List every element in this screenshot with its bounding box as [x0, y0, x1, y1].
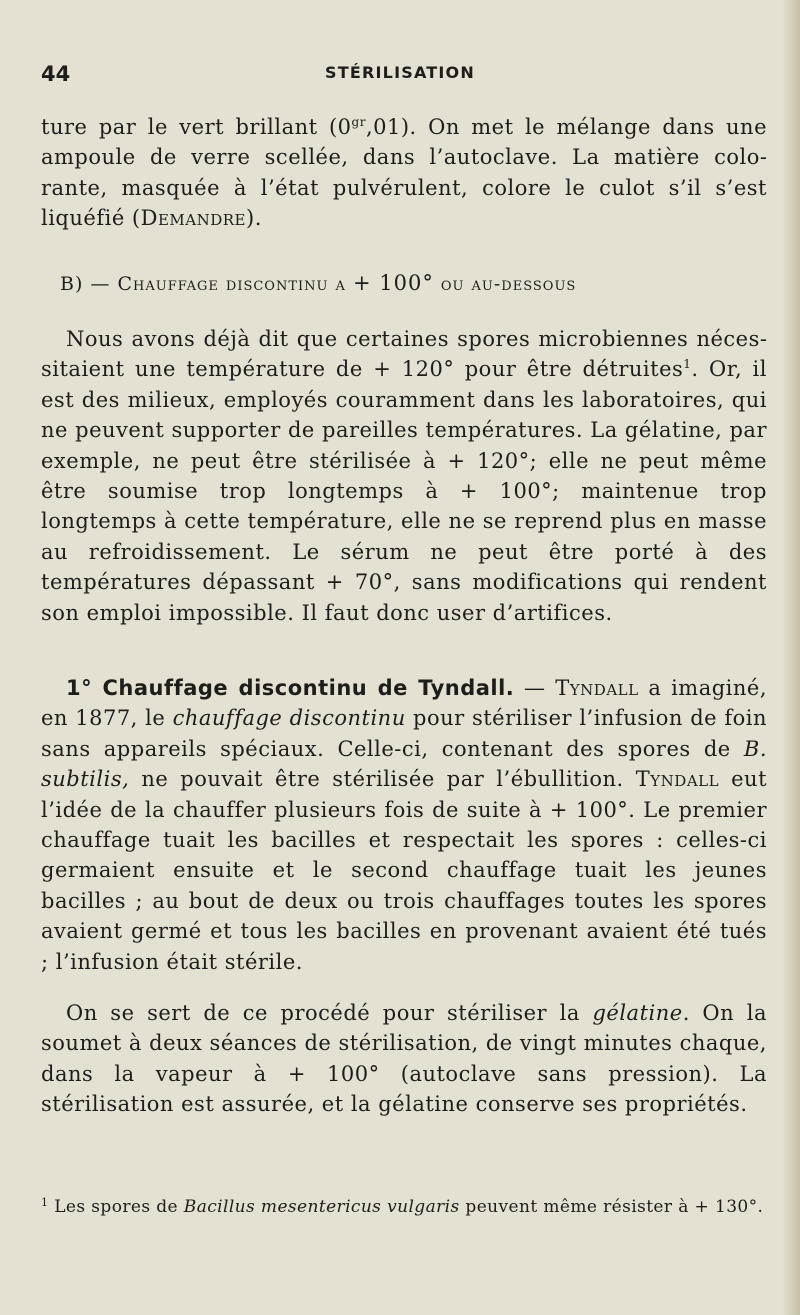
paragraph-spores: Nous avons déjà dit que certaines spores microbiennes nécessitaient une température de + 120° pour être détruites$^1$. Or, il est des milieux, employés couramment dans les laboratoires, qui ne peuvent supporter de pareilles températures. La gélatine, par exemple, ne peut être stérilisée à + 120°; elle ne peut même être soumise trop longtemps à + 100°; maintenue trop longtemps à cette température, elle ne se reprend plus en masse au refroidissement. Le sérum ne peut être porté à des températures dépassant + 70°, sans modifications qui rendent son emploi impossible. Il faut donc user d’artifices.	[41, 327, 767, 625]
emphasis: gélatine	[592, 1001, 683, 1025]
author-name: Tyndall	[635, 767, 720, 792]
paragraph-tyndall: 1° Chauffage discontinu de Tyndall. — Tyndall a imaginé, en 1877, le chauffage discontinu pour stériliser l’infusion de foin sans appareils spéciaux. Celle-ci, contenant des spores de B. subtilis, ne pouvait être stérilisée par l’ébullition. Tyndall eut l’idée de la chauffer plusieurs fois de suite à + 100°. Le premier chauffage tuait les bacilles et respectait les spores : celles-ci germaient ensuite et le second chauffage tuait les jeunes bacilles ; au bout de deux ou trois chauffages toutes les spores avaient germé et tous les bacilles en provenant avaient été tués ; l’infusion était stérile.	[41, 676, 768, 974]
species-name: B. subtilis,	[41, 736, 767, 792]
unit-superscript: gr	[351, 115, 366, 129]
running-title: STÉRILISATION	[325, 63, 475, 82]
temperature: + 100°	[352, 271, 434, 295]
page-edge-shadow	[782, 0, 800, 1315]
paragraph-continuation: ture par le vert brillant $(0^{gr},01)$. On met le mélange dans une ampoule de verre scellée, dans l’autoclave. La matière colorante, masquée à l’état pulvérulent, colore le culot s’il s’est liquéfié (Demandre).	[41, 115, 768, 231]
species-name: Bacillus mesentericus vulgaris	[183, 1197, 460, 1217]
footnote: $^1$ Les spores de Bacillus mesentericus vulgaris peuvent même résister à + 130°.	[41, 1196, 764, 1217]
footnote-reference: 1	[683, 357, 692, 372]
paragraph-gelatine: On se sert de ce procédé pour stériliser la gélatine. On la soumet à deux séances de stérilisation, de vingt minutes chaque, dans la vapeur à + 100° (autoclave sans pression). La stérilisation est assurée, et la gélatine conserve ses propriétés.	[41, 1001, 767, 1117]
section-heading: B) — Chauffage discontinu a + 100° ou au-dessous	[60, 271, 577, 295]
subsection-heading: 1° Chauffage discontinu de Tyndall.	[66, 676, 515, 700]
author-name: Demandre	[140, 206, 246, 231]
footnote-marker: 1	[41, 1196, 49, 1209]
page-header	[0, 62, 800, 92]
author-name: Tyndall	[555, 676, 639, 700]
emphasis: chauffage discontinu	[172, 706, 406, 731]
page-number: 44	[41, 62, 71, 86]
